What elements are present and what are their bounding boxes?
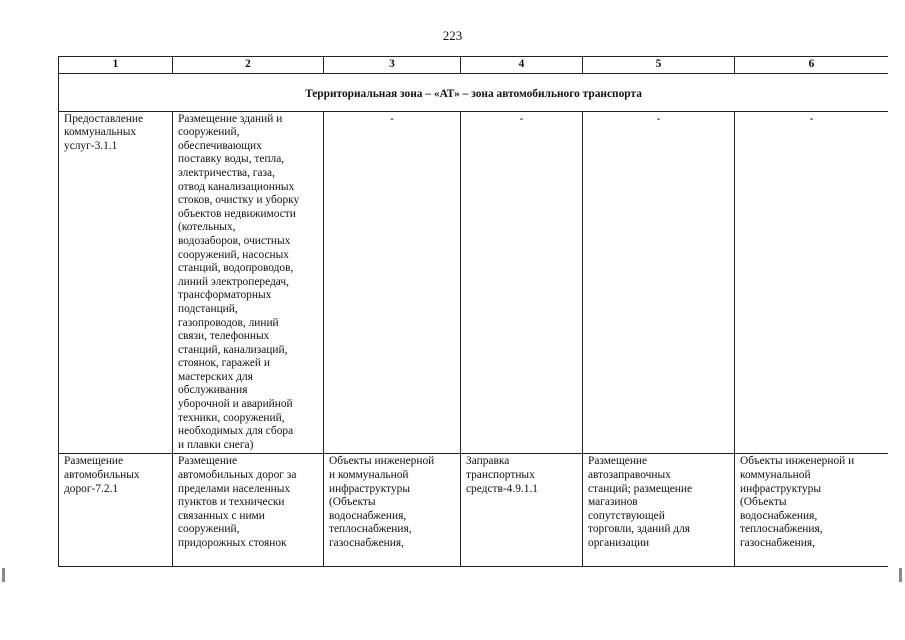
header-col-6: 6 bbox=[735, 57, 889, 74]
cell-text: Заправка транспортных средств-4.9.1.1 bbox=[466, 455, 538, 495]
cell-text: Предоставление коммунальных услуг-3.1.1 bbox=[64, 112, 144, 152]
header-col-3: 3 bbox=[324, 57, 461, 74]
zone-title: Территориальная зона – «АТ» – зона автомобильного транспорта bbox=[59, 73, 889, 111]
cell-text: Объекты инженерной и коммунальной инфраструктуры (Объекты водоснабжения, теплоснабжения, газоснабжения, bbox=[740, 455, 855, 549]
cell-text: Объекты инженерной и коммунальной инфраструктуры (Объекты водоснабжения, теплоснабжения, газоснабжения, bbox=[329, 455, 435, 549]
table-cell-col-5 bbox=[583, 454, 735, 567]
cell-text: Размещение автомобильных дорог за пределами населенных пунктов и технически связанных с ними сооружений, придорожных стоянок bbox=[178, 455, 297, 549]
table-cell-col-1 bbox=[59, 111, 173, 454]
header-col-5: 5 bbox=[583, 57, 735, 74]
header-col-4: 4 bbox=[461, 57, 583, 74]
zone-title-row bbox=[59, 73, 889, 111]
table-cell-col-3 bbox=[324, 111, 461, 454]
zoning-table-wrapper bbox=[58, 56, 888, 583]
header-col-2: 2 bbox=[173, 57, 324, 74]
table-cell-col-6 bbox=[735, 111, 889, 454]
table-cell-col-3 bbox=[324, 454, 461, 567]
scan-edge-mark-right bbox=[899, 568, 902, 582]
table-row bbox=[59, 454, 889, 567]
table-cell-col-2 bbox=[173, 111, 324, 454]
cell-text: - bbox=[390, 112, 394, 125]
cell-text: - bbox=[656, 112, 661, 125]
page-number: 223 bbox=[442, 28, 463, 43]
cell-text: Размещение зданий и сооружений, обеспечивающих поставку воды, тепла, электричества, газа, отвод канализационных стоков, очистку и уборку объектов недвижимости (котельных, водозаборов, очистных сооружений, насосных станций, водопроводов, линий электропередач, трансформаторных подстанций, газопроводов, линий связи, телефонных станций, канализаций, стоянок, гаражей и мастерских для обслуживания уборочной и аварийной техники, сооружений, необходимых для сбора и плавки снега) bbox=[178, 112, 300, 451]
cell-text: Размещение автозаправочных станций; размещение магазинов сопутствующей торговли, зданий для организации bbox=[588, 455, 693, 549]
table-row bbox=[59, 111, 889, 454]
cell-text: - bbox=[809, 112, 814, 125]
scan-edge-mark-left bbox=[2, 568, 5, 582]
table-cell-col-4 bbox=[461, 454, 583, 567]
header-row bbox=[59, 57, 889, 74]
zoning-table bbox=[58, 56, 888, 567]
header-col-1: 1 bbox=[59, 57, 173, 74]
table-cell-col-2 bbox=[173, 454, 324, 567]
table-cell-col-4 bbox=[461, 111, 583, 454]
table-cell-col-1 bbox=[59, 454, 173, 567]
cell-text: Размещение автомобильных дорог-7.2.1 bbox=[64, 455, 140, 495]
table-cell-col-5 bbox=[583, 111, 735, 454]
cell-text: - bbox=[519, 112, 524, 125]
table-cell-col-6 bbox=[735, 454, 889, 567]
